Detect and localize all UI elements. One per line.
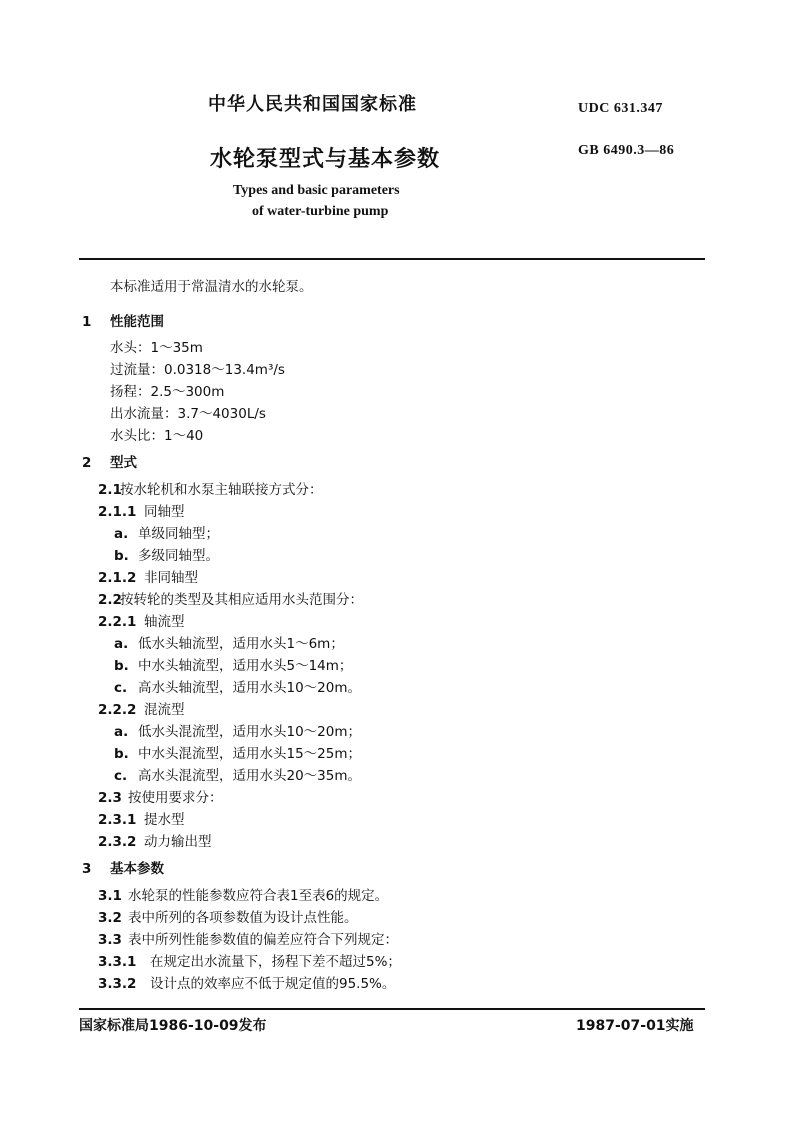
page-title: 水轮泵型式与基本参数: [210, 147, 441, 172]
list-item: 3.2 表中所列的各项参数值为设计点性能。: [98, 910, 358, 926]
list-item: c. 高水头混流型，适用水头20～35m。: [114, 768, 362, 784]
list-item: 2.2按转轮的类型及其相应适用水头范围分：: [98, 592, 363, 608]
udc-code: UDC 631.347: [578, 101, 663, 116]
english-title-line2: of water-turbine pump: [252, 204, 389, 219]
list-item: 2.1.2 非同轴型: [98, 570, 198, 586]
list-item: b. 多级同轴型。: [114, 548, 219, 564]
list-item: a. 低水头混流型，适用水头10～20m；: [114, 724, 362, 740]
footer-divider: [79, 1008, 705, 1010]
section-number: 1: [82, 314, 92, 330]
list-item: 2.3 按使用要求分：: [98, 790, 223, 806]
section-title: 性能范围: [110, 314, 164, 330]
section-1-heading: [82, 310, 164, 330]
list-item: 出水流量：3.7～4030L/s: [110, 406, 266, 422]
list-item: b. 中水头轴流型，适用水头5～14m；: [114, 658, 353, 674]
section-number: 3: [82, 861, 92, 877]
list-item: 水头比：1～40: [110, 428, 204, 444]
header-divider: [79, 258, 705, 260]
list-item: 2.3.1 提水型: [98, 812, 185, 828]
list-item: 2.2.1 轴流型: [98, 614, 185, 630]
list-item: 3.3.2 设计点的效率应不低于规定值的95.5%。: [98, 976, 396, 992]
list-item: 3.3.1 在规定出水流量下，扬程下差不超过5%；: [98, 954, 401, 970]
gb-number: GB 6490.3—86: [578, 143, 675, 158]
effective-date: 1987-07-01实施: [576, 1018, 694, 1034]
standard-org: 中华人民共和国国家标准: [208, 94, 417, 115]
section-title: 基本参数: [110, 861, 164, 877]
list-item: a. 低水头轴流型，适用水头1～6m；: [114, 636, 344, 652]
issue-date: 国家标准局1986-10-09发布: [79, 1018, 267, 1034]
english-title-line1: Types and basic parameters: [233, 183, 400, 198]
list-item: 3.1 水轮泵的性能参数应符合表1至表6的规定。: [98, 888, 389, 904]
list-item: 3.3 表中所列性能参数值的偏差应符合下列规定：: [98, 932, 398, 948]
section-2-heading: [82, 451, 137, 471]
list-item: 2.3.2 动力输出型: [98, 834, 212, 850]
list-item: 水头：1～35m: [110, 340, 203, 356]
list-item: c. 高水头轴流型，适用水头10～20m。: [114, 680, 362, 696]
section-title: 型式: [110, 455, 137, 471]
list-item: 2.1.1 同轴型: [98, 504, 185, 520]
list-item: b. 中水头混流型，适用水头15～25m；: [114, 746, 362, 762]
section-3-heading: [82, 857, 164, 877]
intro-text: 本标准适用于常温清水的水轮泵。: [110, 279, 313, 295]
list-item: 2.1按水轮机和水泵主轴联接方式分：: [98, 482, 323, 498]
list-item: 2.2.2 混流型: [98, 702, 185, 718]
section-number: 2: [82, 455, 92, 471]
list-item: 扬程：2.5～300m: [110, 384, 225, 400]
list-item: a. 单级同轴型；: [114, 526, 219, 542]
list-item: 过流量：0.0318～13.4m³/s: [110, 362, 285, 378]
